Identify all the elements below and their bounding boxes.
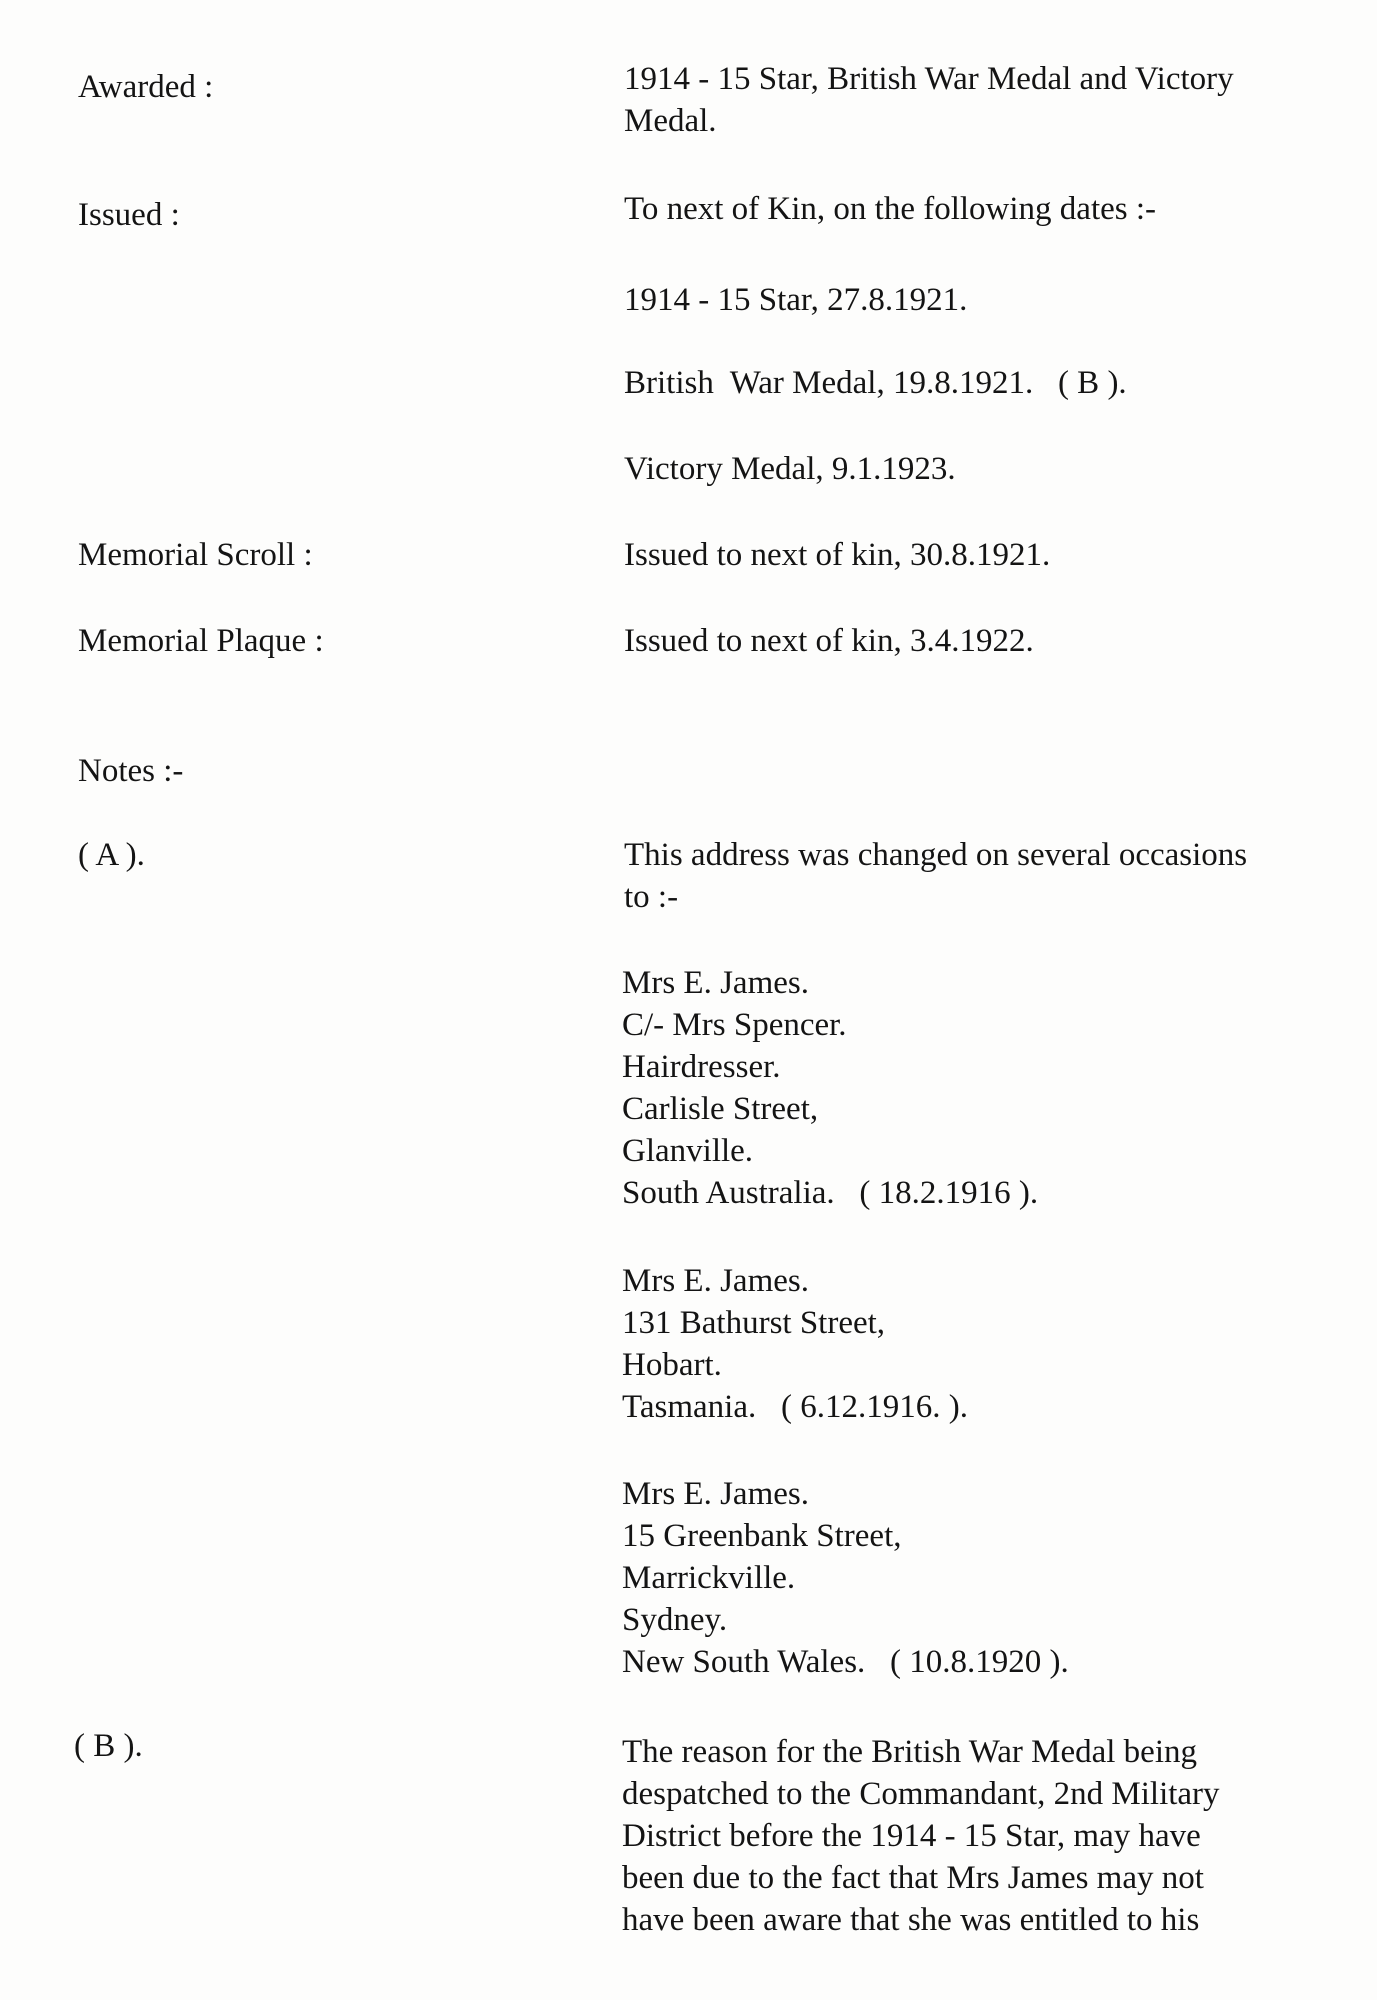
address-line: C/- Mrs Spencer. <box>622 1007 847 1043</box>
issue-date-star: 1914 - 15 Star, 27.8.1921. <box>624 282 968 318</box>
address-line: Mrs E. James. <box>622 1476 809 1512</box>
note-b-line: despatched to the Commandant, 2nd Military <box>622 1776 1220 1812</box>
memorial-scroll-label: Memorial Scroll : <box>78 537 313 573</box>
address-line: Hairdresser. <box>622 1049 781 1085</box>
awarded-line: Medal. <box>624 103 717 139</box>
note-a-line: to :- <box>624 879 679 915</box>
awarded-label: Awarded : <box>78 69 214 105</box>
note-b-line: District before the 1914 - 15 Star, may have <box>622 1818 1201 1854</box>
note-a-line: This address was changed on several occasions <box>624 837 1248 873</box>
issue-date-victory: Victory Medal, 9.1.1923. <box>624 451 956 487</box>
address-line: Tasmania. ( 6.12.1916. ). <box>622 1389 968 1425</box>
address-line: Sydney. <box>622 1602 728 1638</box>
issued-value <box>624 188 1324 230</box>
note-b-ref: ( B ). <box>74 1728 143 1764</box>
address-block <box>622 962 1322 1214</box>
awarded-line: 1914 - 15 Star, British War Medal and Victory <box>624 61 1234 97</box>
address-block <box>622 1260 1322 1428</box>
note-b-text <box>622 1731 1322 1941</box>
notes-heading: Notes :- <box>78 753 184 789</box>
address-line: 131 Bathurst Street, <box>622 1305 886 1341</box>
note-a-ref: ( A ). <box>78 837 145 873</box>
memorial-plaque-value: Issued to next of kin, 3.4.1922. <box>624 623 1034 659</box>
memorial-plaque-label: Memorial Plaque : <box>78 623 324 659</box>
address-line: Mrs E. James. <box>622 1263 809 1299</box>
issue-date-bwm: British War Medal, 19.8.1921. ( B ). <box>624 365 1127 401</box>
address-line: Marrickville. <box>622 1560 796 1596</box>
note-b-line: have been aware that she was entitled to his <box>622 1902 1200 1938</box>
issued-label: Issued : <box>78 197 180 233</box>
note-b-line: The reason for the British War Medal being <box>622 1734 1197 1770</box>
address-line: Hobart. <box>622 1347 722 1383</box>
address-line: New South Wales. ( 10.8.1920 ). <box>622 1644 1069 1680</box>
address-block <box>622 1473 1322 1683</box>
address-line: 15 Greenbank Street, <box>622 1518 902 1554</box>
address-line: Glanville. <box>622 1133 754 1169</box>
address-line: Carlisle Street, <box>622 1091 819 1127</box>
note-b-line: been due to the fact that Mrs James may not <box>622 1860 1204 1896</box>
address-line: Mrs E. James. <box>622 965 809 1001</box>
issued-line: To next of Kin, on the following dates :- <box>624 191 1157 227</box>
address-line: South Australia. ( 18.2.1916 ). <box>622 1175 1039 1211</box>
awarded-value <box>624 58 1324 142</box>
note-a-text <box>624 834 1324 918</box>
memorial-scroll-value: Issued to next of kin, 30.8.1921. <box>624 537 1051 573</box>
